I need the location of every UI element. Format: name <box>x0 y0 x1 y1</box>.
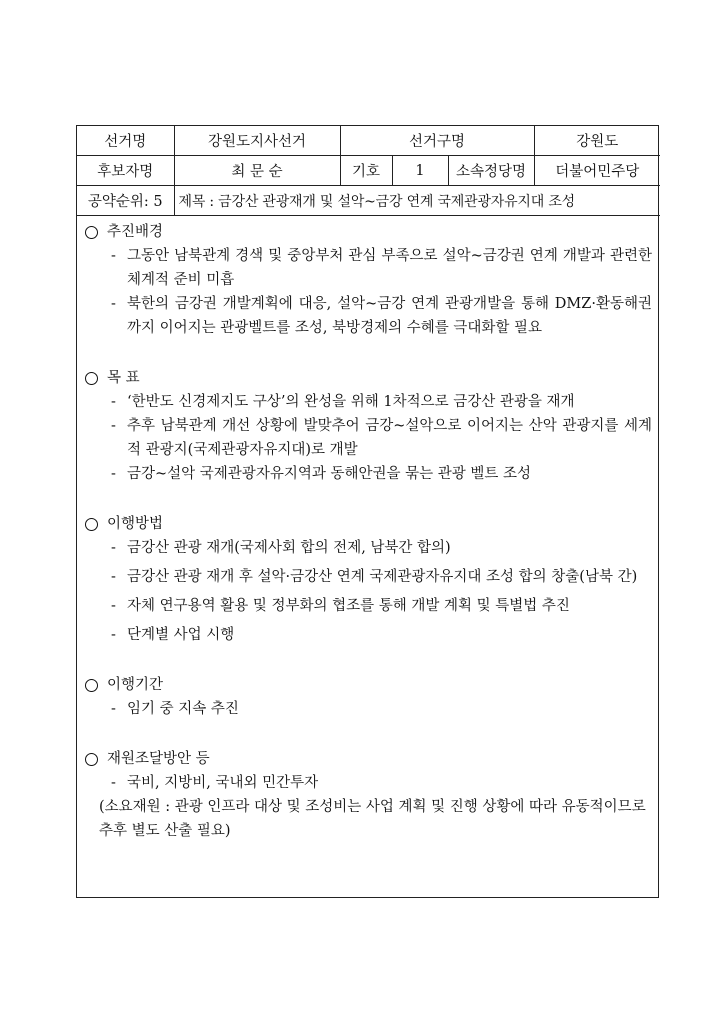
pledge-body <box>77 216 658 843</box>
list-item: - 금강산 관광 재개 후 설악·금강산 연계 국제관광자유지대 조성 합의 창출(남북 간) <box>85 565 654 589</box>
section-goals <box>85 366 654 486</box>
party-value: 더불어민주당 <box>534 156 660 186</box>
section-period <box>85 673 654 721</box>
list-item: - 추후 남북관계 개선 상황에 발맞추어 금강~설악으로 이어지는 산악 관광지를 세계적 관광지(국제관광자유지대)로 개발 <box>85 414 654 462</box>
circle-bullet-icon <box>85 753 98 766</box>
dash-bullet: - <box>111 569 116 585</box>
section-title: 이행기간 <box>107 677 164 693</box>
list-item: - 자체 연구용역 활용 및 정부화의 협조를 통해 개발 계획 및 특별법 추진 <box>85 594 654 618</box>
list-item: - 그동안 남북관계 경색 및 중앙부처 관심 부족으로 설악~금강권 연계 개발과 관련한 체계적 준비 미흡 <box>85 244 654 292</box>
election-value: 강원도지사선거 <box>174 126 340 156</box>
circle-bullet-icon <box>85 518 98 531</box>
section-title: 추진배경 <box>107 224 164 240</box>
dash-bullet: - <box>111 296 116 312</box>
list-item: - ‘한반도 신경제지도 구상’의 완성을 위해 1차적으로 금강산 관광을 재개 <box>85 390 654 414</box>
header-table <box>77 126 660 216</box>
dash-bullet: - <box>111 540 116 556</box>
circle-bullet-icon <box>85 372 98 385</box>
circle-bullet-icon <box>85 679 98 692</box>
circle-bullet-icon <box>85 226 98 239</box>
section-title: 재원조달방안 등 <box>107 751 210 767</box>
dash-bullet: - <box>111 775 116 791</box>
section-methods <box>85 512 654 647</box>
section-background <box>85 220 654 340</box>
section-title: 이행방법 <box>107 516 164 532</box>
list-item: - 국비, 지방비, 국내외 민간투자 <box>85 771 654 795</box>
section-funding <box>85 747 654 843</box>
dash-bullet: - <box>111 418 116 434</box>
funding-note: (소요재원 : 관광 인프라 대상 및 조성비는 사업 계획 및 진행 상황에 따라 유동적이므로 추후 별도 산출 필요) <box>99 799 646 839</box>
pledge-title: 제목 : 금강산 관광재개 및 설악~금강 연계 국제관광자유지대 조성 <box>174 186 660 216</box>
party-label: 소속정당명 <box>448 156 534 186</box>
dash-bullet: - <box>111 394 116 410</box>
district-label: 선거구명 <box>340 126 534 156</box>
dash-bullet: - <box>111 466 116 482</box>
dash-bullet: - <box>111 627 116 643</box>
dash-bullet: - <box>111 248 116 264</box>
pledge-rank: 공약순위: 5 <box>77 186 174 216</box>
number-value: 1 <box>392 156 448 186</box>
dash-bullet: - <box>111 701 116 717</box>
candidate-label: 후보자명 <box>77 156 174 186</box>
dash-bullet: - <box>111 598 116 614</box>
list-item: - 임기 중 지속 추진 <box>85 697 654 721</box>
list-item: - 금강산 관광 재개(국제사회 합의 전제, 남북간 합의) <box>85 536 654 560</box>
candidate-value: 최 문 순 <box>174 156 340 186</box>
district-value: 강원도 <box>534 126 660 156</box>
list-item: - 북한의 금강권 개발계획에 대응, 설악~금강 연계 관광개발을 통해 DMZ·환동해권까지 이어지는 관광벨트를 조성, 북방경제의 수혜를 극대화할 필요 <box>85 292 654 340</box>
number-label: 기호 <box>340 156 392 186</box>
list-item: - 금강~설악 국제관광자유지역과 동해안권을 묶는 관광 벨트 조성 <box>85 462 654 486</box>
list-item: - 단계별 사업 시행 <box>85 623 654 647</box>
election-label: 선거명 <box>77 126 174 156</box>
section-title: 목 표 <box>107 370 140 386</box>
pledge-sheet <box>76 125 659 898</box>
